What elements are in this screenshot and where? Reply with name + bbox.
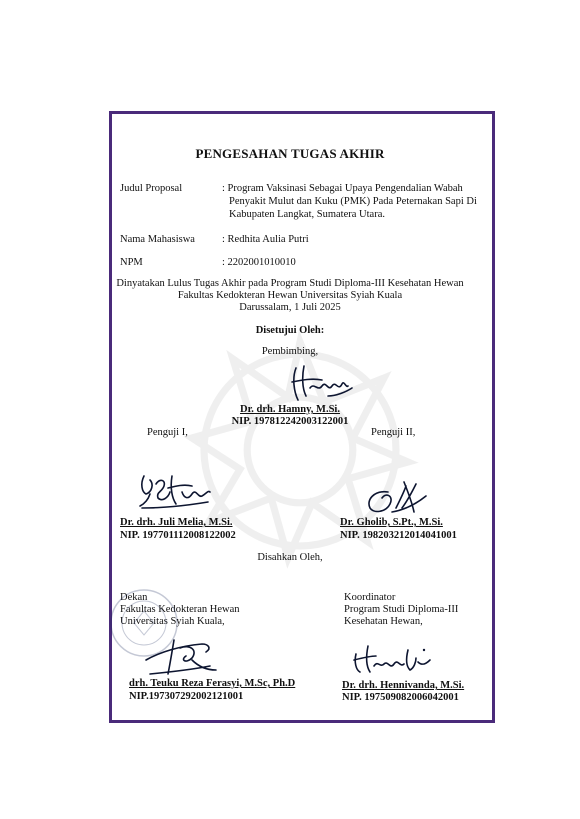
judul-value-line-3: Kabupaten Langkat, Sumatera Utara. — [229, 209, 385, 220]
supervisor-name: Dr. drh. Hamny, M.Si. — [240, 404, 340, 415]
coordinator-name: Dr. drh. Hennivanda, M.Si. — [342, 680, 465, 691]
dean-university: Universitas Syiah Kuala, — [120, 616, 225, 627]
coordinator-signature — [350, 642, 434, 676]
examiner1-nip: NIP. 197701112008122002 — [120, 530, 236, 541]
examiner2-nip: NIP. 198203212014041001 — [340, 530, 457, 541]
judul-label: Judul Proposal — [120, 183, 183, 194]
npm-value: : 2202001010010 — [222, 257, 296, 268]
nama-label: Nama Mahasiswa — [120, 234, 195, 245]
dean-name: drh. Teuku Reza Ferasyi, M.Sc, Ph.D — [129, 678, 296, 689]
statement-line-1: Dinyatakan Lulus Tugas Akhir pada Program Studi Diploma-III Kesehatan Hewan — [116, 278, 464, 289]
coordinator-title: Koordinator — [344, 592, 396, 603]
examiner1-signature — [136, 470, 212, 512]
coordinator-department: Kesehatan Hewan, — [344, 616, 423, 627]
coordinator-program: Program Studi Diploma-III — [344, 604, 459, 615]
examiner2-role: Penguji II, — [371, 427, 416, 438]
judul-value-line-2: Penyakit Mulut dan Kuku (PMK) Pada Peternakan Sapi Di — [229, 196, 477, 207]
dean-title: Dekan — [120, 592, 148, 603]
approved-by: Disetujui Oleh: — [255, 325, 325, 336]
examiner1-name: Dr. drh. Juli Melia, M.Si. — [120, 517, 233, 528]
coordinator-nip: NIP. 197509082006042001 — [342, 692, 459, 703]
npm-label: NPM — [120, 257, 143, 268]
dean-faculty: Fakultas Kedokteran Hewan — [120, 604, 240, 615]
nama-value: : Redhita Aulia Putri — [222, 234, 309, 245]
examiner2-name: Dr. Gholib, S.Pt., M.Si. — [340, 517, 443, 528]
page-title: PENGESAHAN TUGAS AKHIR — [195, 146, 385, 161]
statement-line-2: Fakultas Kedokteran Hewan Universitas Syiah Kuala — [177, 290, 403, 301]
dean-nip: NIP.197307292002121001 — [129, 691, 244, 702]
ratified-by: Disahkan Oleh, — [257, 552, 323, 563]
examiner2-signature — [360, 478, 430, 520]
dean-signature — [140, 630, 220, 678]
supervisor-signature — [282, 362, 354, 402]
supervisor-role: Pembimbing, — [261, 346, 319, 357]
judul-value-line-1: : Program Vaksinasi Sebagai Upaya Pengendalian Wabah — [222, 183, 463, 194]
supervisor-nip: NIP. 197812242003122001 — [231, 416, 349, 427]
place-date: Darussalam, 1 Juli 2025 — [239, 302, 341, 313]
examiner1-role: Penguji I, — [147, 427, 188, 438]
